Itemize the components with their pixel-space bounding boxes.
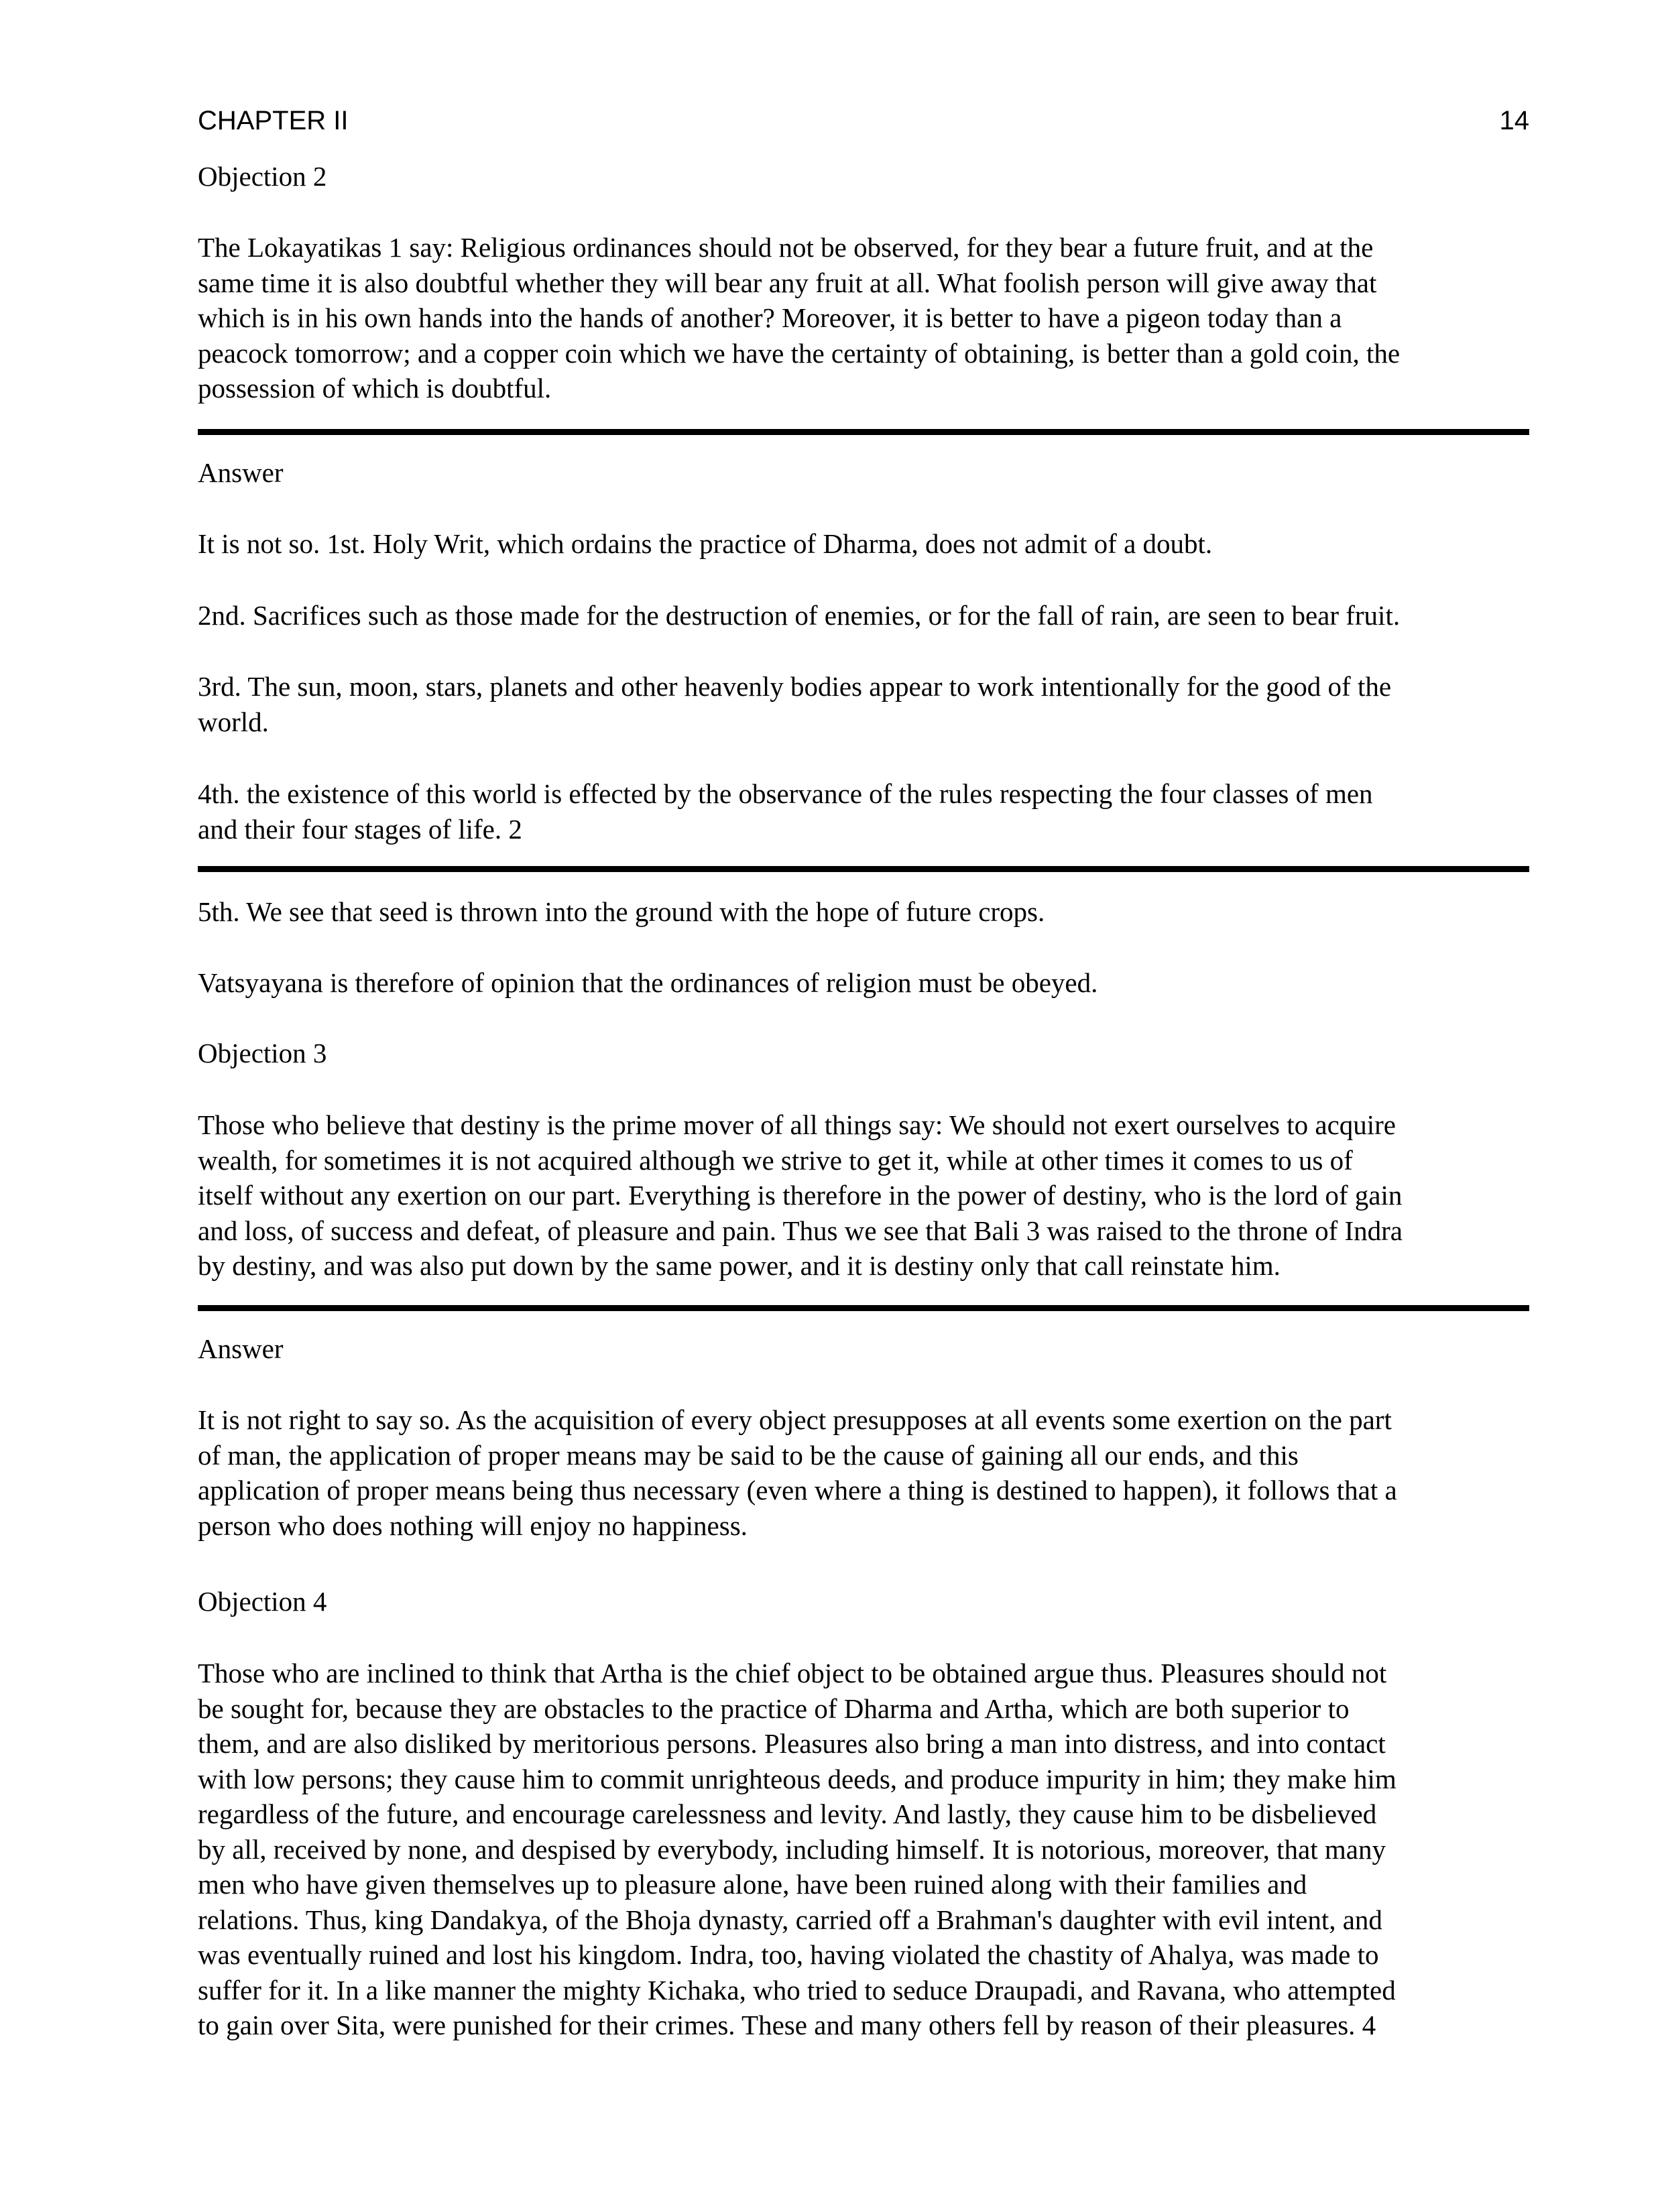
text-line: application of proper means being thus necessary (even where a thing is destined to happen), it follows that a — [198, 1475, 1397, 1506]
objection-4-heading: Objection 4 — [198, 1586, 327, 1617]
text-line: suffer for it. In a like manner the mighty Kichaka, who tried to seduce Draupadi, and Ravana, who attempted — [198, 1974, 1396, 2006]
answer-1-point-5: 5th. We see that seed is thrown into the ground with the hope of future crops. — [198, 896, 1045, 927]
text-line: 3rd. The sun, moon, stars, planets and other heavenly bodies appear to work intentionally for the good of the — [198, 671, 1392, 702]
answer-2-paragraph — [198, 1402, 1532, 1543]
text-line: with low persons; they cause him to commit unrighteous deeds, and produce impurity in him; they make him — [198, 1763, 1397, 1794]
objection-2-paragraph — [198, 230, 1532, 406]
horizontal-rule — [198, 1305, 1529, 1311]
text-line: Those who believe that destiny is the prime mover of all things say: We should not exert ourselves to acquire — [198, 1109, 1397, 1140]
text-line: was eventually ruined and lost his kingdom. Indra, too, having violated the chastity of Ahalya, was made to — [198, 1939, 1379, 1970]
text-line: The Lokayatikas 1 say: Religious ordinances should not be observed, for they bear a future fruit, and at the — [198, 232, 1374, 263]
text-line: relations. Thus, king Dandakya, of the Bhoja dynasty, carried off a Brahman's daughter with evil intent, and — [198, 1904, 1382, 1935]
answer-1-heading: Answer — [198, 457, 284, 488]
objection-4-paragraph — [198, 1656, 1532, 2043]
answer-2-heading: Answer — [198, 1333, 284, 1364]
answer-1-point-3 — [198, 669, 1532, 739]
text-line: by all, received by none, and despised by everybody, including himself. It is notorious, moreover, that many — [198, 1833, 1386, 1865]
page-number: 14 — [1499, 106, 1529, 135]
objection-3-paragraph — [198, 1107, 1532, 1284]
text-line: be sought for, because they are obstacles to the practice of Dharma and Artha, which are both superior to — [198, 1693, 1350, 1724]
text-line: Those who are inclined to think that Artha is the chief object to be obtained argue thus. Pleasures should not — [198, 1658, 1387, 1688]
answer-1-point-2: 2nd. Sacrifices such as those made for the destruction of enemies, or for the fall of rain, are seen to bear fruit. — [198, 600, 1401, 631]
page-header — [198, 101, 1529, 141]
text-line: men who have given themselves up to pleasure alone, have been ruined along with their families and — [198, 1869, 1307, 1900]
objection-2-heading: Objection 2 — [198, 161, 327, 192]
text-line: them, and are also disliked by meritorious persons. Pleasures also bring a man into distress, and into contact — [198, 1728, 1386, 1759]
text-line: same time it is also doubtful whether they will bear any fruit at all. What foolish person will give away that — [198, 267, 1377, 298]
conclusion-paragraph: Vatsyayana is therefore of opinion that the ordinances of religion must be obeyed. — [198, 967, 1098, 998]
text-line: regardless of the future, and encourage carelessness and levity. And lastly, they cause him to be disbelieved — [198, 1798, 1377, 1829]
text-line: itself without any exertion on our part. Everything is therefore in the power of destiny, who is the lord of gain — [198, 1180, 1403, 1211]
text-line: peacock tomorrow; and a copper coin which we have the certainty of obtaining, is better than a gold coin, the — [198, 337, 1401, 369]
text-line: by destiny, and was also put down by the same power, and it is destiny only that call reinstate him. — [198, 1250, 1281, 1281]
text-line: of man, the application of proper means may be said to be the cause of gaining all our ends, and this — [198, 1439, 1299, 1471]
text-line: possession of which is doubtful. — [198, 373, 552, 404]
horizontal-rule — [198, 429, 1529, 435]
text-line: wealth, for sometimes it is not acquired although we strive to get it, while at other times it comes to us of — [198, 1144, 1353, 1176]
text-line: world. — [198, 706, 269, 737]
text-line: and loss, of success and defeat, of pleasure and pain. Thus we see that Bali 3 was raised to the throne of Indra — [198, 1215, 1403, 1246]
text-line: to gain over Sita, were punished for their crimes. These and many others fell by reason of their pleasures. 4 — [198, 2010, 1376, 2040]
objection-3-heading: Objection 3 — [198, 1038, 327, 1068]
horizontal-rule — [198, 866, 1529, 872]
text-line: 4th. the existence of this world is effected by the observance of the rules respecting the four classes of men — [198, 778, 1373, 809]
text-line: and their four stages of life. 2 — [198, 813, 522, 845]
chapter-title: CHAPTER II — [198, 106, 349, 135]
answer-1-point-1: It is not so. 1st. Holy Writ, which ordains the practice of Dharma, does not admit of a doubt. — [198, 528, 1213, 559]
text-line: person who does nothing will enjoy no happiness. — [198, 1510, 748, 1541]
text-line: which is in his own hands into the hands of another? Moreover, it is better to have a pigeon today than a — [198, 302, 1342, 333]
text-line: It is not right to say so. As the acquisition of every object presupposes at all events some exertion on the part — [198, 1404, 1392, 1435]
answer-1-point-4 — [198, 776, 1532, 847]
